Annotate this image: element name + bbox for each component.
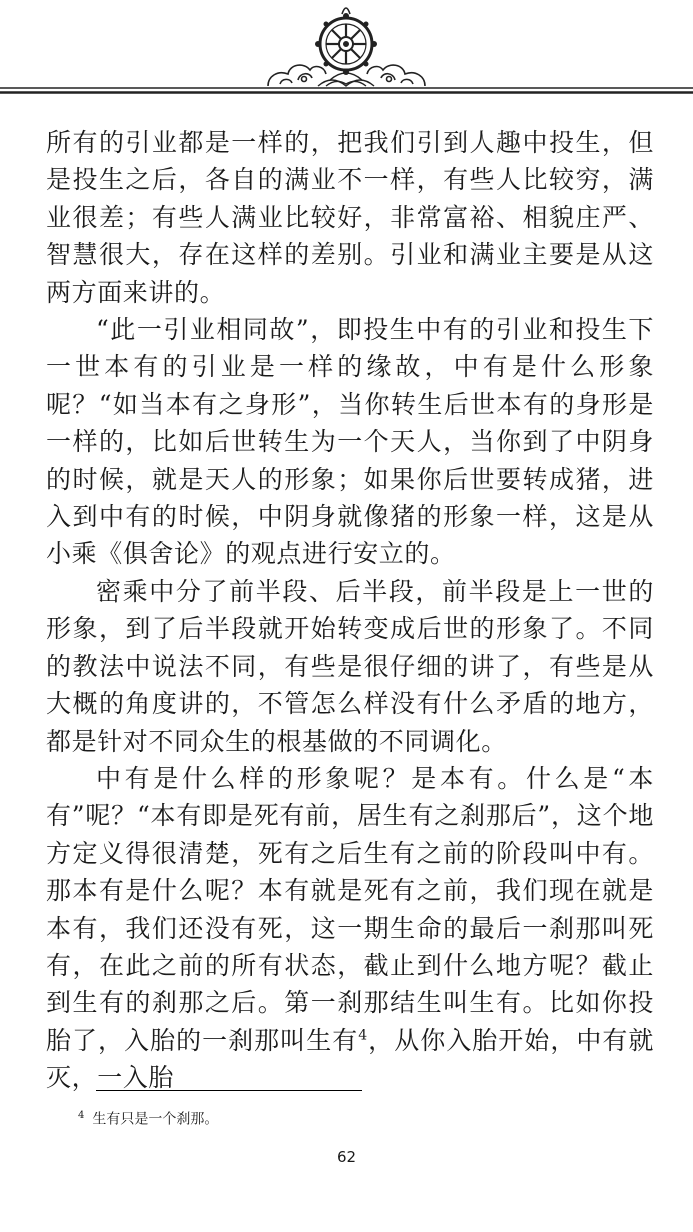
page-header-ornament: [0, 0, 693, 110]
paragraph-3: 密乘中分了前半段、后半段，前半段是上一世的形象，到了后半段就开始转变成后世的形象了。不同的教法中说法不同，有些是很仔细的讲了，有些是从大概的角度讲的，不管怎么样没有什么矛盾的地方，都是针对不同众生的根基做的不同调化。: [46, 576, 654, 756]
footnote-text: 生有只是一个刹那。: [92, 1111, 219, 1128]
paragraph-2: “此一引业相同故”，即投生中有的引业和投生下一世本有的引业是一样的缘故，中有是什么形象呢？“如当本有之身形”，当你转生后世本有的身形是一样的，比如后世转生为一个天人，当你到了中阴身的时候，就是天人的形象；如果你后世要转成猪，进入到中有的时候，中阴身就像猪的形象一样，这是从小乘《俱舍论》的观点进行安立的。: [46, 315, 654, 569]
footnote-divider: [96, 1090, 362, 1091]
footnote-reference[interactable]: 4: [358, 1027, 368, 1044]
paragraph-4-text-b: ，从你入胎开始，中有就灭，一入胎: [46, 1025, 654, 1093]
paragraph-4-text-a: 中有是什么样的形象呢？是本有。什么是“本有”呢？“本有即是死有前，居生有之刹那后”，这个地方定义得很清楚，死有之后生有之前的阶段叫中有。那本有是什么呢？本有就是死有之前，我们现在就是本有，我们还没有死，这一期生命的最后一刹那叫死有，在此之前的所有状态，截止到什么地方呢？截止到生有的刹那之后。第一刹那结生叫生有。比如你投胎了，入胎的一刹那叫生有: [46, 763, 654, 1055]
footnote: [78, 1106, 638, 1130]
dharma-wheel-icon: [0, 0, 693, 110]
paragraph-1: 所有的引业都是一样的，把我们引到人趣中投生，但是投生之后，各自的满业不一样，有些人比较穷，满业很差；有些人满业比较好，非常富裕、相貌庄严、智慧很大，存在这样的差别。引业和满业主要是从这两方面来讲的。: [46, 128, 654, 307]
body-text: [46, 124, 654, 1097]
page-number: 62: [336, 1148, 357, 1166]
paragraph-4: [46, 760, 654, 1097]
footnote-number: 4: [78, 1110, 85, 1121]
